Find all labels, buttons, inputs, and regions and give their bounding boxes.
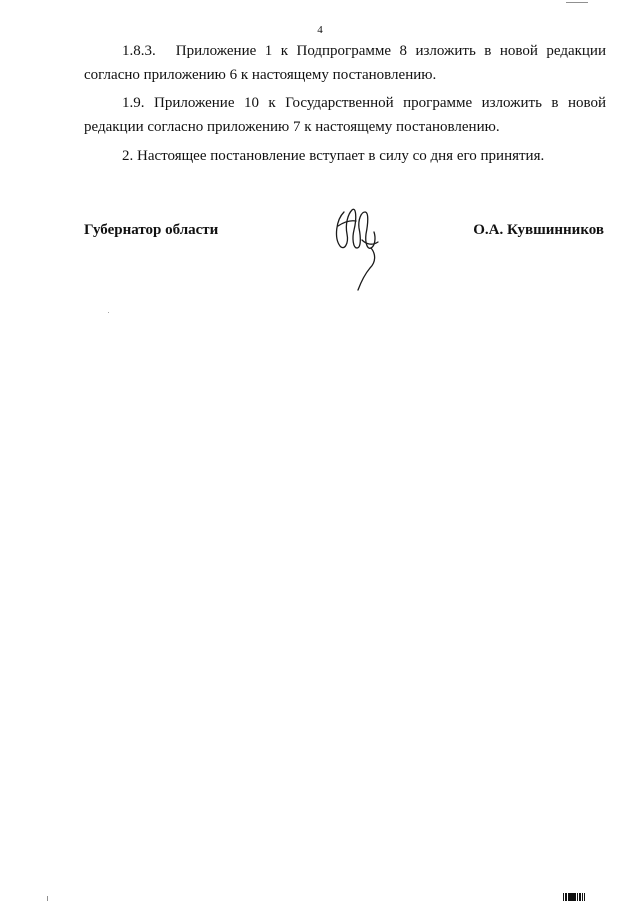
barcode-mark bbox=[563, 893, 585, 901]
paragraph-1-9 bbox=[84, 91, 606, 139]
page-number: 4 bbox=[317, 24, 323, 36]
paragraph-number: 2. bbox=[122, 148, 134, 164]
scan-artifact bbox=[566, 2, 588, 3]
signatory-title: Губернатор области bbox=[84, 222, 219, 238]
scan-artifact bbox=[108, 312, 109, 313]
scan-artifact bbox=[47, 896, 48, 901]
paragraph-number: 1.9. bbox=[122, 95, 145, 111]
paragraph-number: 1.8.3. bbox=[122, 43, 156, 59]
paragraph-text: Приложение 10 к Государственной программе изложить в новой редакции согласно приложению 7 к настоящему постановлению. bbox=[84, 95, 607, 135]
paragraph-text: Приложение 1 к Подпрограмме 8 изложить в новой редакции согласно приложению 6 к настоящему постановлению. bbox=[84, 43, 606, 83]
paragraph-2 bbox=[84, 144, 606, 168]
signatory-name: О.А. Кувшинников bbox=[473, 222, 604, 238]
paragraph-text: Настоящее постановление вступает в силу со дня его принятия. bbox=[137, 148, 545, 164]
handwritten-signature bbox=[332, 204, 384, 292]
paragraph-1-8-3 bbox=[84, 39, 606, 87]
